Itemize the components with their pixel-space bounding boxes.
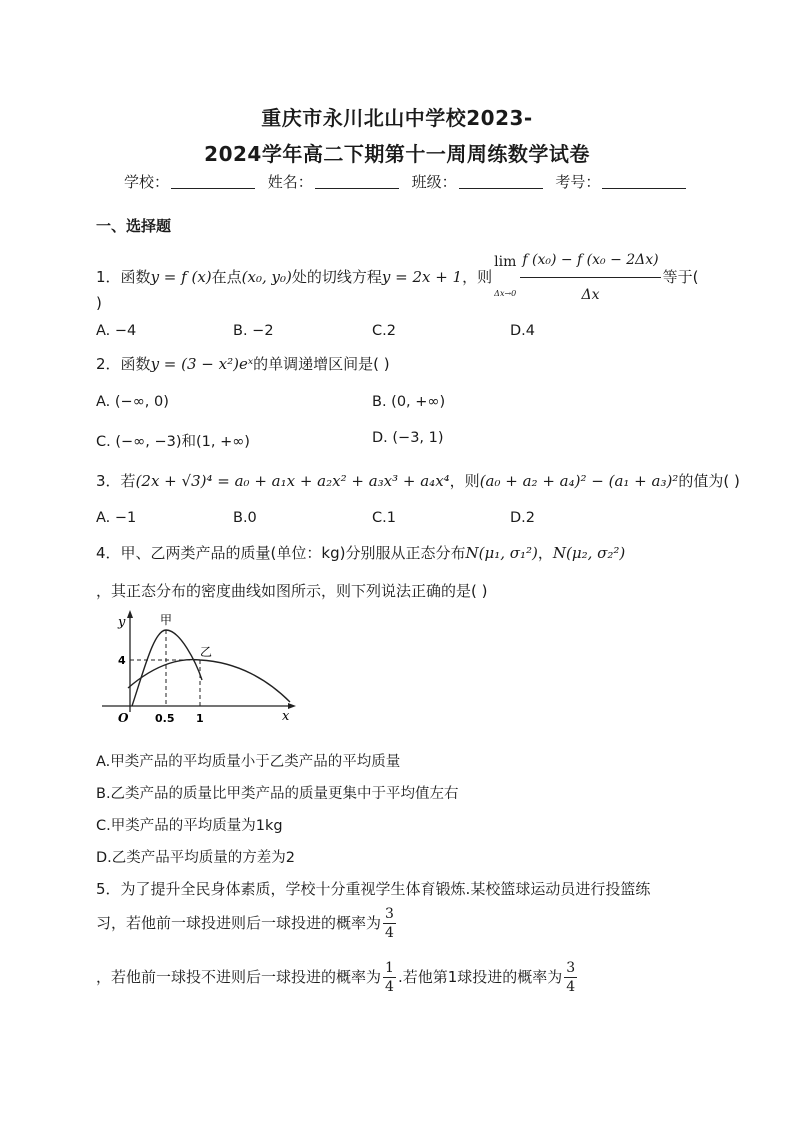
q5-f2-num: 1	[385, 960, 394, 976]
q4-option-c[interactable]: C.甲类产品的平均质量为1kg	[96, 818, 283, 834]
q1-text-pre: 函数	[120, 268, 151, 286]
q1-frac-num: f (x₀) − f (x₀ − 2Δx)	[520, 244, 660, 278]
q1-function: y = f (x)	[150, 268, 212, 286]
q2-text-post: 的单调递增区间是( )	[253, 355, 390, 373]
q5-f1-den: 4	[385, 925, 394, 941]
q5-f3-num: 3	[566, 960, 576, 976]
y-axis-label: y	[118, 615, 126, 630]
origin-label: O	[118, 711, 129, 725]
q3-text-mid: ，则	[449, 472, 480, 490]
title-line-2: 2024学年高二下期第十一周周练数学试卷	[204, 142, 590, 166]
q2-option-c[interactable]: C. (−∞, −3)和(1, +∞)	[96, 434, 250, 450]
q1-option-c[interactable]: C.2	[372, 323, 396, 339]
question-5-line-3	[96, 960, 579, 995]
class-label: 班级：	[411, 173, 457, 191]
q1-frac-den: Δx	[581, 287, 600, 303]
q1-text-mid2: 处的切线方程	[291, 268, 382, 286]
q1-limit	[494, 246, 516, 310]
class-blank[interactable]	[459, 174, 543, 189]
q1-option-b[interactable]: B. −2	[233, 323, 274, 339]
q1-number: 1．	[96, 268, 121, 286]
question-3	[96, 470, 740, 491]
curve-jia	[132, 630, 202, 706]
curve-yi-label: 乙	[200, 645, 213, 659]
q3-option-a[interactable]: A. −1	[96, 510, 137, 526]
q2-expression: y = (3 − x²)eˣ	[150, 355, 254, 373]
q1-lim-text: lim	[494, 253, 517, 270]
q3-option-d[interactable]: D.2	[510, 510, 535, 526]
question-1	[96, 244, 699, 311]
q1-close-paren: )	[96, 294, 102, 312]
question-4-line-1	[96, 542, 625, 563]
school-label: 学校：	[124, 173, 170, 191]
exam-number-label: 考号：	[555, 173, 601, 191]
q5-text-3b: .若他第1球投进的概率为	[397, 968, 563, 986]
q5-f1-num: 3	[385, 906, 394, 922]
q1-lim-sub: Δx→0	[494, 288, 517, 298]
student-info-row	[124, 171, 694, 192]
q4-option-a[interactable]: A.甲类产品的平均质量小于乙类产品的平均质量	[96, 754, 401, 770]
q5-fraction-1	[383, 906, 396, 941]
y-tick-4: 4	[118, 654, 126, 667]
q5-text-1: 为了提升全民身体素质，学校十分重视学生体育锻炼.某校篮球运动员进行投篮练	[120, 880, 651, 898]
q5-number: 5．	[96, 880, 121, 898]
question-4-line-2: ，其正态分布的密度曲线如图所示，则下列说法正确的是( )	[96, 582, 488, 600]
q3-option-b[interactable]: B.0	[233, 510, 257, 526]
q2-option-b[interactable]: B. (0, +∞)	[372, 394, 446, 410]
q5-f3-den: 4	[566, 979, 576, 995]
q2-option-d[interactable]: D. (−3, 1)	[372, 430, 444, 446]
q1-text-post: 等于(	[662, 268, 699, 286]
q4-text-1: 甲、乙两类产品的质量(单位：kg)分别服从正态分布	[120, 544, 466, 562]
title-line-1: 重庆市永川北山中学校2023-	[261, 106, 533, 130]
normal-distribution-graph	[98, 610, 298, 730]
q3-expression: (a₀ + a₂ + a₄)² − (a₁ + a₃)²	[479, 472, 679, 490]
q1-tangent: y = 2x + 1	[381, 268, 463, 286]
q3-expansion: (2x + √3)⁴ = a₀ + a₁x + a₂x² + a₃x³ + a₄x⁴	[135, 472, 450, 490]
q5-fraction-3	[564, 960, 577, 995]
x-tick-1: 1	[196, 712, 204, 725]
q5-text-3: ，若他前一球投不进则后一球投进的概率为	[96, 968, 382, 986]
curve-yi	[128, 660, 290, 702]
section-title: 一、选择题	[96, 217, 172, 235]
q1-text-mid: 在点	[211, 268, 242, 286]
question-2	[96, 353, 390, 374]
q4-option-b[interactable]: B.乙类产品的质量比甲类产品的质量更集中于平均值左右	[96, 786, 459, 802]
q1-point: (x₀, y₀)	[241, 268, 292, 286]
q4-option-d[interactable]: D.乙类产品平均质量的方差为2	[96, 850, 295, 866]
x-axis-label: x	[282, 709, 290, 724]
q2-text-pre: 函数	[120, 355, 151, 373]
q5-text-2: 习，若他前一球投进则后一球投进的概率为	[96, 914, 382, 932]
q3-option-c[interactable]: C.1	[372, 510, 396, 526]
q5-fraction-2	[383, 960, 396, 995]
question-5-line-1	[96, 878, 650, 899]
q1-option-d[interactable]: D.4	[510, 323, 535, 339]
q3-number: 3．	[96, 472, 121, 490]
q1-fraction	[520, 244, 660, 311]
name-label: 姓名：	[267, 173, 313, 191]
q4-distribution-1: N(μ₁, σ₁²)	[465, 544, 538, 562]
q2-option-a[interactable]: A. (−∞, 0)	[96, 394, 169, 410]
q1-text-mid3: ，则	[462, 268, 493, 286]
q4-distribution-2: N(μ₂, σ₂²)	[552, 544, 626, 562]
q4-number: 4．	[96, 544, 121, 562]
q5-f2-den: 4	[385, 979, 394, 995]
curve-jia-label: 甲	[160, 613, 173, 627]
y-axis-arrow	[127, 610, 133, 618]
q3-text-post: 的值为( )	[678, 472, 740, 490]
name-blank[interactable]	[315, 174, 399, 189]
q4-separator: ，	[537, 544, 553, 562]
q2-number: 2．	[96, 355, 121, 373]
x-tick-05: 0.5	[155, 712, 175, 725]
q1-option-a[interactable]: A. −4	[96, 323, 137, 339]
question-5-line-2	[96, 906, 398, 941]
school-blank[interactable]	[171, 174, 255, 189]
q3-text-pre: 若	[120, 472, 136, 490]
exam-number-blank[interactable]	[602, 174, 686, 189]
